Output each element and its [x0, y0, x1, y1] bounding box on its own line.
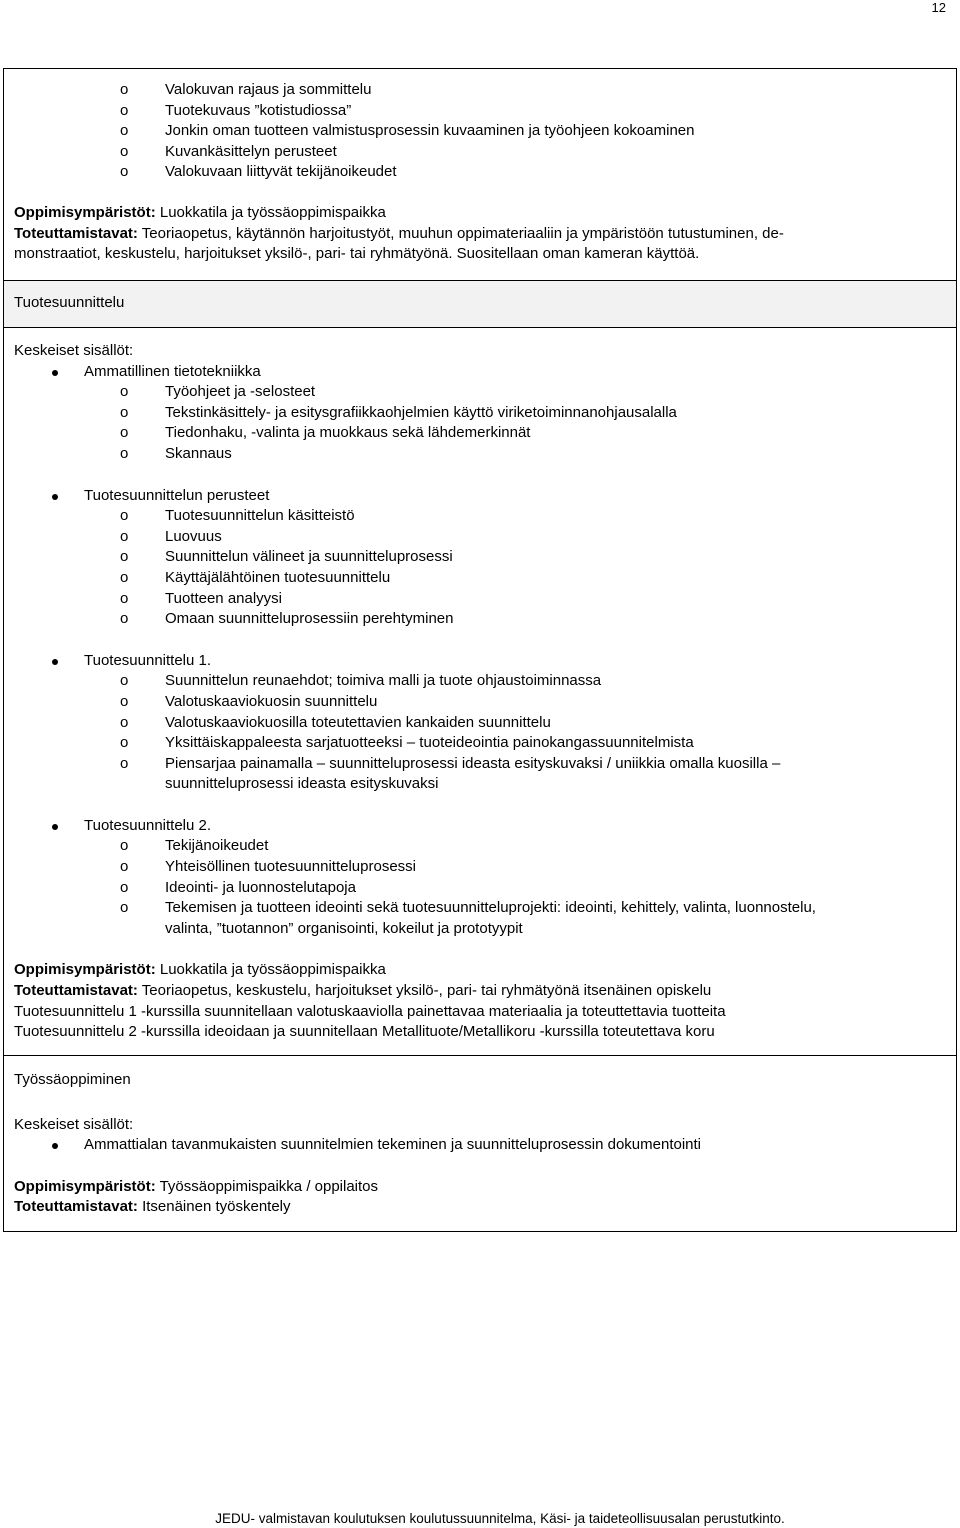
section-title: Tuotesuunnittelu — [14, 294, 125, 311]
list-item — [14, 836, 946, 857]
photography-topics-list — [14, 80, 946, 183]
list-item — [14, 733, 946, 754]
list-item-text: Ammattialan tavanmukaisten suunnitelmien tekeminen ja suunnitteluprosessin dokumentointi — [84, 1136, 702, 1154]
circle-bullet-icon: o — [120, 713, 129, 731]
list-item — [14, 382, 946, 403]
learning-environments-1: Oppimisympäristöt: Luokkatila ja työssäoppimispaikka — [14, 203, 386, 221]
sub-items-list — [14, 836, 946, 939]
bullet-dot-icon — [52, 659, 58, 665]
list-item-text: Ideointi- ja luonnostelutapoja — [165, 878, 356, 896]
list-item-text: Suunnittelun reunaehdot; toimiva malli ja tuote ohjaustoiminnassa — [165, 672, 602, 690]
circle-bullet-icon: o — [120, 589, 129, 607]
content-group — [14, 362, 946, 383]
list-item — [14, 101, 946, 122]
list-item-text: Kuvankäsittelyn perusteet — [165, 142, 337, 160]
section-header-tuotesuunnittelu — [4, 280, 956, 328]
list-item-text: Työohjeet ja -selosteet — [165, 383, 316, 401]
content-group — [14, 816, 946, 837]
circle-bullet-icon: o — [120, 837, 129, 855]
circle-bullet-icon: o — [120, 507, 129, 525]
course-note-1: Tuotesuunnittelu 1 -kurssilla suunnitellaan valotuskaaviolla painettavaa materiaalia ja toteuttettavia tuotteita — [14, 1002, 726, 1020]
circle-bullet-icon: o — [120, 672, 129, 690]
list-item — [14, 713, 946, 734]
circle-bullet-icon: o — [120, 142, 129, 160]
group-title: Tuotesuunnittelu 1. — [84, 651, 212, 669]
list-item-text: Tuotteen analyysi — [165, 589, 283, 607]
list-item-text: Tuotesuunnittelun käsitteistö — [165, 507, 355, 525]
list-item — [14, 403, 946, 424]
implementation-methods-2: Toteuttamistavat: Teoriaopetus, keskustelu, harjoitukset yksilö-, pari- tai ryhmätyönä itsenäinen opiskelu — [14, 982, 712, 1000]
list-item-text: Omaan suunnitteluprosessiin perehtyminen — [165, 610, 454, 628]
circle-bullet-icon: o — [120, 568, 129, 586]
work-learning-list — [14, 1135, 946, 1156]
circle-bullet-icon: o — [120, 122, 129, 140]
list-item — [14, 547, 946, 568]
circle-bullet-icon: o — [120, 101, 129, 119]
circle-bullet-icon: o — [120, 692, 129, 710]
curriculum-table — [3, 68, 957, 1232]
list-item-text: Valotuskaaviokuosin suunnittelu — [165, 692, 378, 710]
list-item-text: Luovuus — [165, 527, 222, 545]
bullet-dot-icon — [52, 1143, 58, 1149]
product-design-section — [4, 328, 956, 1055]
sub-items-list — [14, 671, 946, 795]
sub-items-list — [14, 506, 946, 630]
group-item — [14, 486, 946, 507]
learning-environments-3: Oppimisympäristöt: Työssäoppimispaikka / oppilaitos — [14, 1177, 379, 1195]
list-item — [14, 692, 946, 713]
circle-bullet-icon: o — [120, 754, 129, 772]
list-item-text: Valotuskaaviokuosilla toteutettavien kankaiden suunnittelu — [165, 713, 551, 731]
list-item-text: Yhteisöllinen tuotesuunnitteluprosessi — [165, 858, 416, 876]
list-item-text: Jonkin oman tuotteen valmistusprosessin kuvaaminen ja työohjeen kokoaminen — [165, 122, 695, 140]
list-item-text: Tuotekuvaus ”kotistudiossa” — [165, 101, 352, 119]
list-item — [14, 754, 946, 795]
list-item-text: Valokuvaan liittyvät tekijänoikeudet — [165, 163, 397, 181]
implementation-methods-3: Toteuttamistavat: Itsenäinen työskentely — [14, 1198, 291, 1216]
key-contents-label: Keskeiset sisällöt: — [14, 342, 134, 359]
group-title: Tuotesuunnittelun perusteet — [84, 486, 270, 504]
content-groups — [14, 362, 946, 940]
list-item — [14, 568, 946, 589]
list-item — [14, 121, 946, 142]
group-title: Ammatillinen tietotekniikka — [84, 362, 261, 380]
circle-bullet-icon: o — [120, 610, 129, 628]
list-item-text: valinta, ”tuotannon” organisointi, kokeilut ja prototyypit — [165, 919, 523, 937]
sub-items-list — [14, 382, 946, 464]
implementation-methods-1-cont: monstraatiot, keskustelu, harjoitukset yksilö-, pari- tai ryhmätyönä. Suositellaan oman kameran käyttöä. — [14, 245, 700, 263]
list-item — [14, 142, 946, 163]
list-item-text: Tekemisen ja tuotteen ideointi sekä tuotesuunnitteluprojekti: ideointi, kehittely, valinta, luonnostelu, — [165, 899, 816, 917]
circle-bullet-icon: o — [120, 424, 129, 442]
list-item — [14, 80, 946, 101]
bullet-dot-icon — [52, 494, 58, 500]
circle-bullet-icon: o — [120, 444, 129, 462]
work-learning-section — [4, 1055, 956, 1233]
group-item — [14, 816, 946, 837]
page-footer: JEDU- valmistavan koulutuksen koulutussuunnitelma, Käsi- ja taideteollisuusalan perustutkinto. — [215, 1511, 785, 1526]
list-item-text: suunnitteluprosessi ideasta esityskuvaksi — [165, 775, 439, 793]
circle-bullet-icon: o — [120, 163, 129, 181]
section-title-tyossaoppiminen: Työssäoppiminen — [14, 1071, 131, 1088]
circle-bullet-icon: o — [120, 383, 129, 401]
learning-environments-2: Oppimisympäristöt: Luokkatila ja työssäoppimispaikka — [14, 961, 386, 979]
circle-bullet-icon: o — [120, 527, 129, 545]
page-number: 12 — [931, 0, 946, 15]
list-item-text: Tekijänoikeudet — [165, 837, 269, 855]
bullet-dot-icon — [52, 824, 58, 830]
list-item-text: Valokuvan rajaus ja sommittelu — [165, 81, 372, 98]
list-item-text: Suunnittelun välineet ja suunnitteluprosessi — [165, 548, 453, 566]
circle-bullet-icon: o — [120, 734, 129, 752]
circle-bullet-icon: o — [120, 858, 129, 876]
bullet-dot-icon — [52, 370, 58, 376]
list-item — [14, 1135, 946, 1156]
list-item — [14, 609, 946, 630]
circle-bullet-icon: o — [120, 878, 129, 896]
group-item — [14, 651, 946, 672]
list-item-text: Tekstinkäsittely- ja esitysgrafiikkaohjelmien käyttö viriketoiminnanohjausalalla — [165, 403, 677, 421]
group-title: Tuotesuunnittelu 2. — [84, 816, 212, 834]
list-item — [14, 898, 946, 939]
list-item — [14, 444, 946, 465]
list-item — [14, 162, 946, 183]
list-item — [14, 671, 946, 692]
list-item-text: Yksittäiskappaleesta sarjatuotteeksi – tuoteideointia painokangassuunnitelmista — [165, 734, 694, 752]
course-note-2: Tuotesuunnittelu 2 -kurssilla ideoidaan ja suunnitellaan Metallituote/Metallikoru -kurssilla toteutettava koru — [14, 1023, 715, 1041]
list-item-text: Skannaus — [165, 444, 232, 462]
list-item — [14, 506, 946, 527]
list-item — [14, 878, 946, 899]
key-contents-label-3: Keskeiset sisällöt: — [14, 1115, 134, 1133]
circle-bullet-icon: o — [120, 899, 129, 917]
circle-bullet-icon: o — [120, 403, 129, 421]
list-item — [14, 527, 946, 548]
content-group — [14, 486, 946, 507]
list-item — [14, 857, 946, 878]
list-item-text: Käyttäjälähtöinen tuotesuunnittelu — [165, 568, 391, 586]
content-group — [14, 651, 946, 672]
circle-bullet-icon: o — [120, 548, 129, 566]
photography-section-tail — [4, 69, 956, 280]
list-item — [14, 589, 946, 610]
list-item-text: Tiedonhaku, -valinta ja muokkaus sekä lähdemerkinnät — [165, 424, 531, 442]
group-item — [14, 362, 946, 383]
circle-bullet-icon: o — [120, 81, 129, 98]
list-item — [14, 423, 946, 444]
list-item-text: Piensarjaa painamalla – suunnitteluprosessi ideasta esityskuvaksi / uniikkia omalla kuosilla – — [165, 754, 781, 772]
implementation-methods-1: Toteuttamistavat: Teoriaopetus, käytännön harjoitustyöt, muuhun oppimateriaaliin ja ympäristöön tutustuminen, de- — [14, 224, 784, 242]
